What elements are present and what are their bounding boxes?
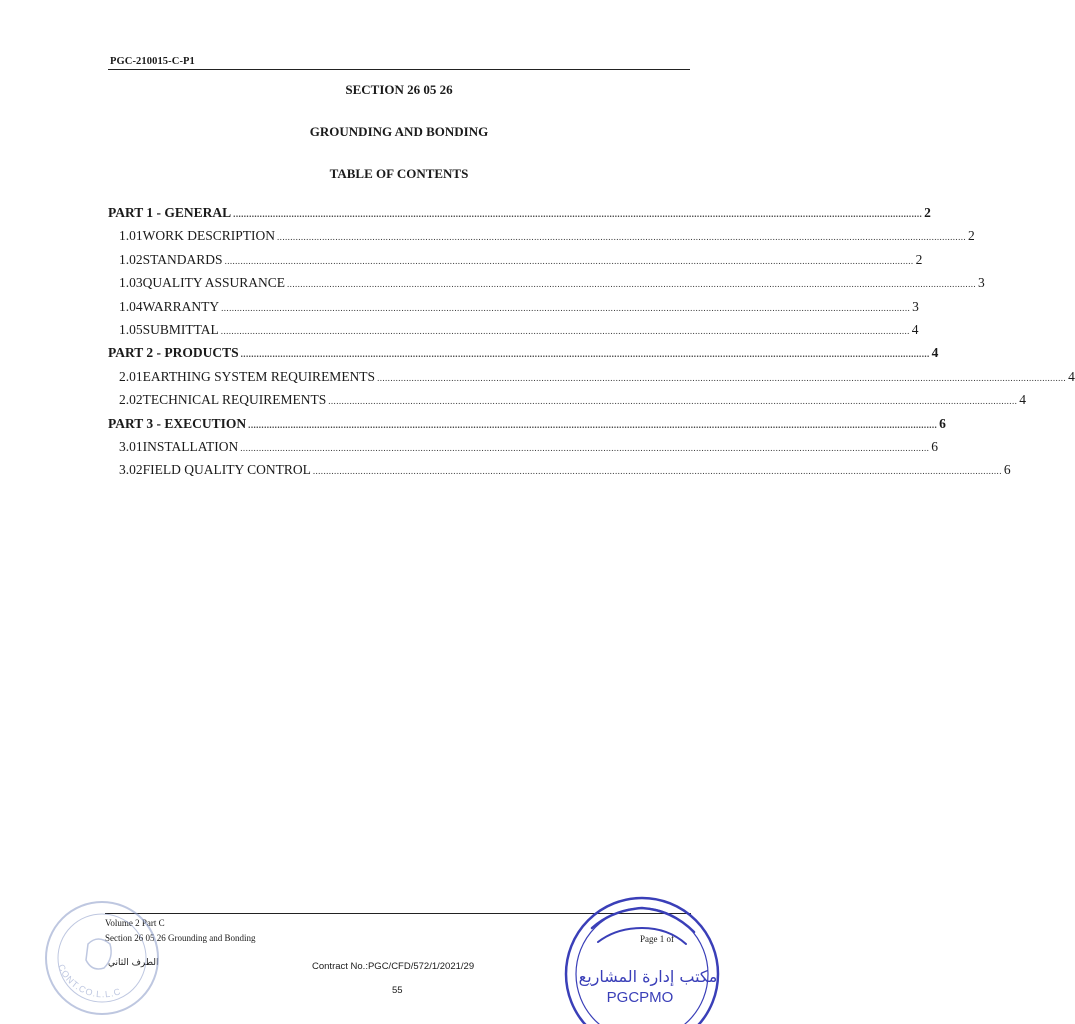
header-rule xyxy=(108,69,690,70)
footer-volume: Volume 2 Part C xyxy=(105,918,165,928)
toc-entry-label: WORK DESCRIPTION xyxy=(142,228,276,244)
toc-part-row xyxy=(108,205,931,228)
stamp-arabic-text: مكتب إدارة المشاريع xyxy=(578,967,718,986)
toc-dot-leader: .................................................................................................................................................................................................................................................................... xyxy=(240,349,930,360)
table-of-contents xyxy=(108,205,1075,486)
toc-dot-leader: .................................................................................................................................................................................................................................................................... xyxy=(287,279,977,290)
toc-entry-label: TECHNICAL REQUIREMENTS xyxy=(142,392,327,408)
toc-dot-leader: .................................................................................................................................................................................................................................................................... xyxy=(233,209,923,219)
toc-page-number: 6 xyxy=(1003,462,1011,478)
toc-item-row xyxy=(108,392,1026,415)
toc-dot-leader: .................................................................................................................................................................................................................................................................... xyxy=(312,466,1002,477)
toc-item-row xyxy=(108,298,919,322)
toc-page-number: 4 xyxy=(1019,392,1026,408)
toc-item-number: 1.03 xyxy=(119,275,143,291)
contract-number: Contract No.:PGC/CFD/572/1/2021/29 xyxy=(312,961,475,972)
toc-page-number: 2 xyxy=(924,205,931,220)
toc-entry-label: EARTHING SYSTEM REQUIREMENTS xyxy=(142,368,376,384)
toc-entry-label: INSTALLATION xyxy=(142,438,239,454)
toc-page-number: 3 xyxy=(912,298,919,314)
toc-item-row xyxy=(108,462,1011,485)
toc-item-row xyxy=(108,275,985,298)
toc-item-number: 1.01 xyxy=(119,228,143,244)
toc-item-number: 1.02 xyxy=(119,251,143,267)
toc-dot-leader: .................................................................................................................................................................................................................................................................... xyxy=(220,325,910,336)
page-number: 55 xyxy=(392,985,403,996)
toc-entry-label: WARRANTY xyxy=(142,298,220,314)
toc-dot-leader: .................................................................................................................................................................................................................................................................... xyxy=(277,232,967,243)
toc-page-number: 4 xyxy=(911,321,919,337)
toc-page-number: 4 xyxy=(931,345,939,361)
toc-entry-label: PART 2 - PRODUCTS xyxy=(108,345,239,361)
toc-item-number: 1.04 xyxy=(119,298,143,314)
toc-item-row xyxy=(108,251,923,275)
toc-page-number: 6 xyxy=(931,438,939,454)
toc-item-number: 1.05 xyxy=(119,321,143,337)
toc-page-number: 2 xyxy=(915,251,923,267)
toc-entry-label: QUALITY ASSURANCE xyxy=(142,275,286,291)
second-party-label: الطرف الثاني xyxy=(108,958,159,968)
toc-item-number: 2.02 xyxy=(119,392,143,408)
stamp-pgcpmo-text: PGCPMO xyxy=(606,989,674,1006)
toc-dot-leader: .................................................................................................................................................................................................................................................................... xyxy=(248,419,938,430)
company-stamp-left xyxy=(38,896,168,1020)
toc-entry-label: PART 3 - EXECUTION xyxy=(108,415,247,431)
toc-page-number: 2 xyxy=(968,228,975,244)
toc-part-row xyxy=(108,415,946,439)
toc-item-row xyxy=(108,321,919,345)
toc-entry-label: FIELD QUALITY CONTROL xyxy=(142,462,311,478)
document-code: PGC-210015-C-P1 xyxy=(110,56,195,67)
svg-text:CONT.CO.L.L.C xyxy=(56,963,123,1000)
footer-section: Section 26 05 26 Grounding and Bonding xyxy=(105,933,256,943)
toc-item-row xyxy=(108,228,975,251)
toc-entry-label: STANDARDS xyxy=(142,251,223,267)
left-stamp-text: CONT.CO.L.L.C xyxy=(56,962,123,1000)
toc-page-number: 6 xyxy=(939,415,946,431)
toc-dot-leader: .................................................................................................................................................................................................................................................................... xyxy=(377,372,1067,383)
pgcpmo-stamp xyxy=(552,888,728,1024)
toc-item-row xyxy=(108,438,939,462)
toc-item-number: 3.01 xyxy=(119,438,143,454)
section-number: SECTION 26 05 26 xyxy=(345,82,453,97)
toc-dot-leader: .................................................................................................................................................................................................................................................................... xyxy=(224,255,914,266)
toc-page-number: 3 xyxy=(978,275,985,291)
toc-dot-leader: .................................................................................................................................................................................................................................................................... xyxy=(240,442,930,453)
toc-dot-leader: .................................................................................................................................................................................................................................................................... xyxy=(328,396,1018,407)
footer-page-of: Page 1 of xyxy=(640,934,674,944)
toc-heading: TABLE OF CONTENTS xyxy=(329,166,469,181)
toc-item-number: 3.02 xyxy=(119,462,143,478)
toc-page-number: 4 xyxy=(1068,368,1075,384)
toc-item-row xyxy=(108,368,1075,392)
toc-item-number: 2.01 xyxy=(119,368,143,384)
toc-entry-label: SUBMITTAL xyxy=(142,321,219,337)
section-title: GROUNDING AND BONDING xyxy=(309,124,489,139)
toc-entry-label: PART 1 - GENERAL xyxy=(108,205,232,220)
toc-part-row xyxy=(108,345,939,368)
toc-dot-leader: .................................................................................................................................................................................................................................................................... xyxy=(221,302,911,313)
